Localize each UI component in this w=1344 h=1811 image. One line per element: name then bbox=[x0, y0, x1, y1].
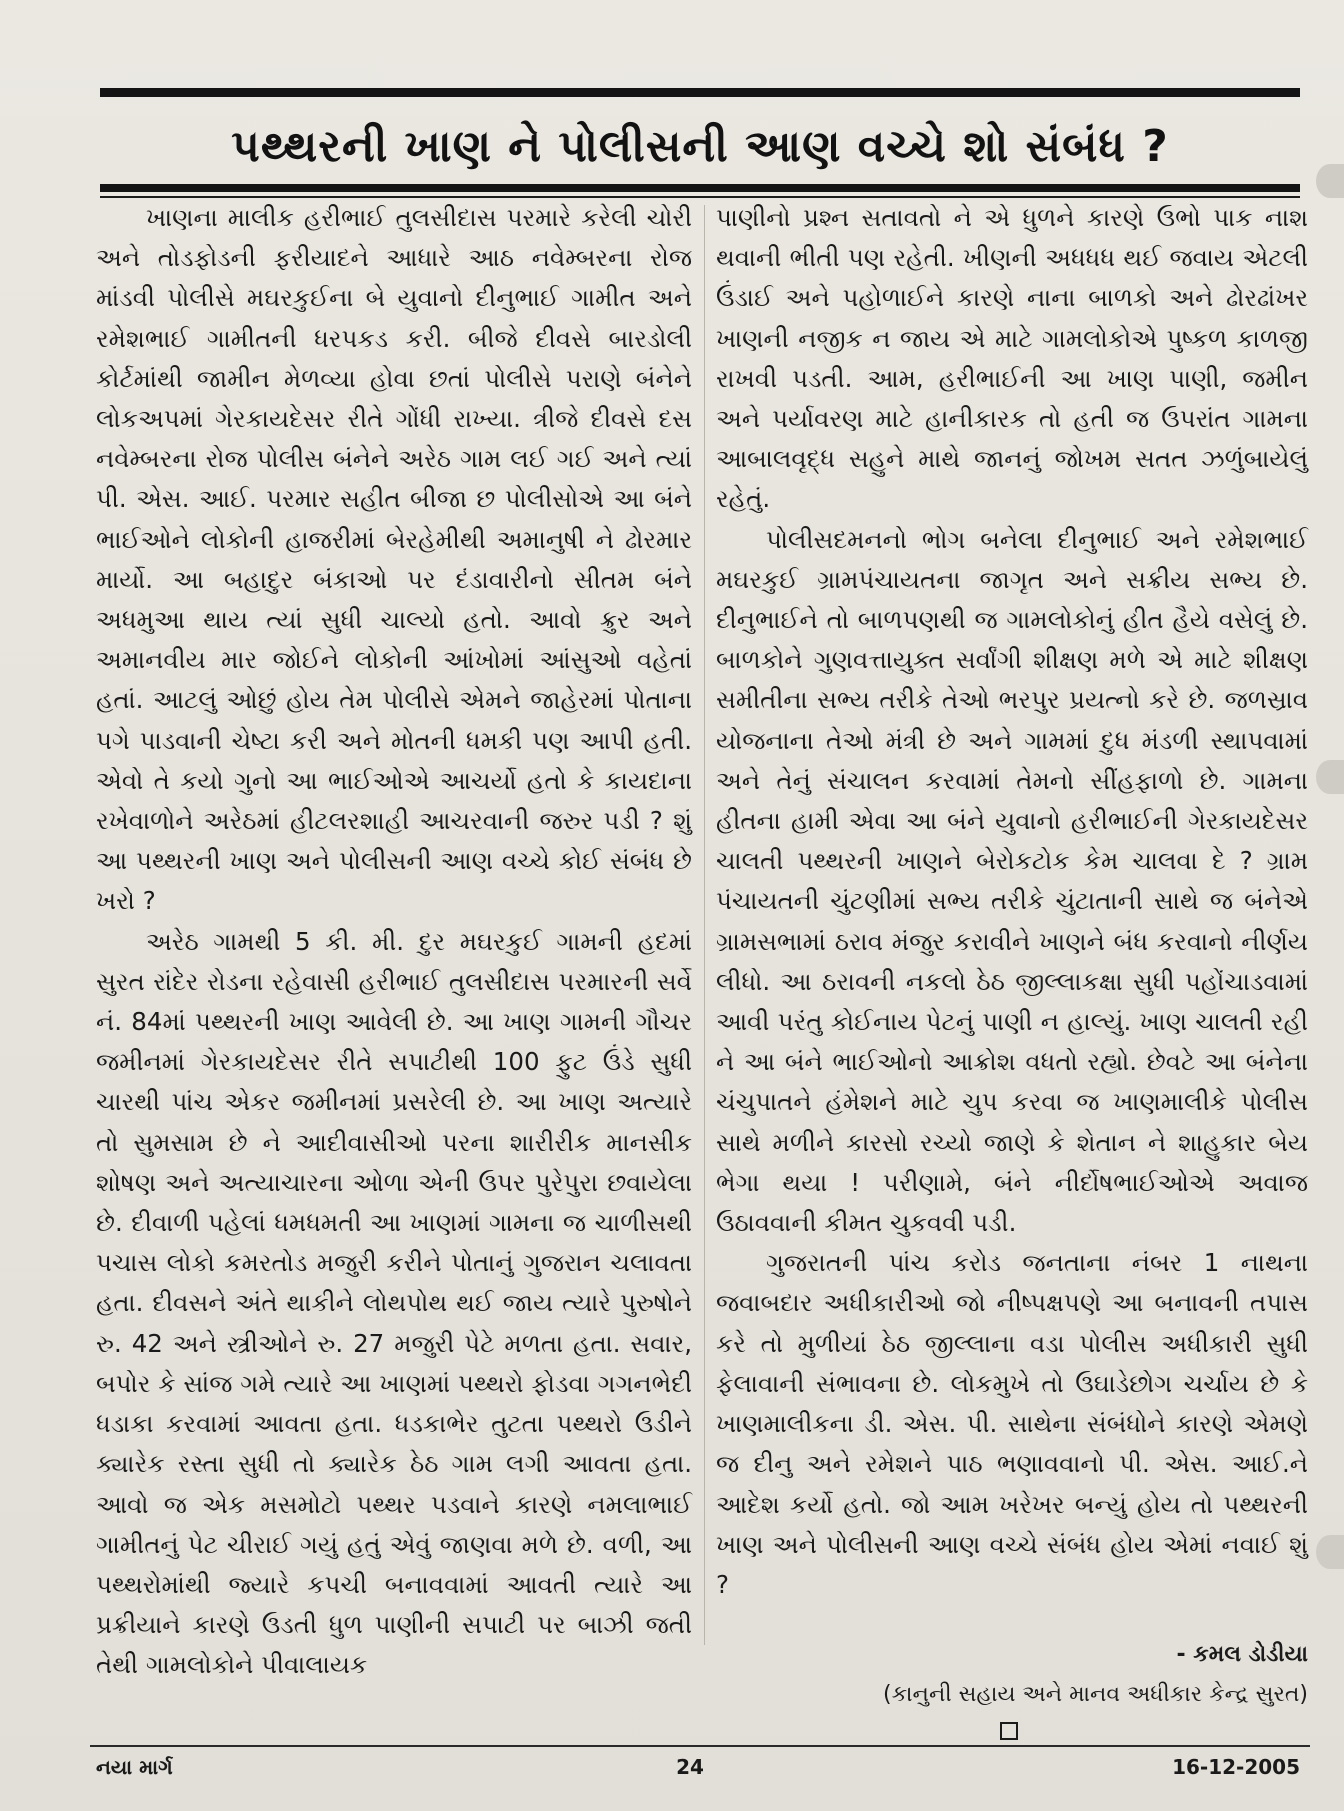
headline: પથ્થરની ખાણ ને પોલીસની આણ વચ્ચે શો સંબંધ ? bbox=[231, 121, 1169, 172]
right-paragraph-1: પાણીનો પ્રશ્ન સતાવતો ને એ ધુળને કારણે ઉભો પાક નાશ થવાની ભીતી પણ રહેતી. ખીણની અધધધ થઈ જવાય એટલી ઉંડાઈ અને પહોળાઈને કારણે નાના બાળકો અને ઢોરઢાંખર ખાણની નજીક ન જાય એ માટે ગામલોકોએ પુષ્કળ કાળજી રાખવી પડતી. આમ, હરીભાઈની આ ખાણ પાણી, જમીન અને પર્યાવરણ માટે હાનીકારક તો હતી જ ઉપરાંત ગામના આબાલવૃદ્ધ સહુને માથે જાનનું જોખમ સતત ઝળુંબાયેલું રહેતું. bbox=[716, 203, 1308, 514]
left-paragraph-1: ખાણના માલીક હરીભાઈ તુલસીદાસ પરમારે કરેલી ચોરી અને તોડફોડની ફરીયાદને આધારે આઠ નવેમ્બરના રોજ માંડવી પોલીસે મઘરકુઈના બે યુવાનો દીનુભાઈ ગામીત અને રમેશભાઈ ગામીતની ધરપકડ કરી. બીજે દીવસે બારડોલી કોર્ટમાંથી જામીન મેળવ્યા હોવા છતાં પોલીસે પરાણે બંનેને લોકઅપમાં ગેરકાયદેસર રીતે ગોંધી રાખ્યા. ત્રીજે દીવસે દસ નવેમ્બરના રોજ પોલીસ બંનેને અરેઠ ગામ લઈ ગઈ અને ત્યાં પી. એસ. આઈ. પરમાર સહીત બીજા છ પોલીસોએ આ બંને ભાઈઓને લોકોની હાજરીમાં બેરહેમીથી અમાનુષી ને ઢોરમાર માર્યો. આ બહાદુર બંકાઓ પર દંડાવારીનો સીતમ બંને અધમુઆ થાય ત્યાં સુધી ચાલ્યો હતો. આવો ક્રુર અને અમાનવીય માર જોઈને લોકોની આંખોમાં આંસુઓ વહેતાં હતાં. આટલું ઓછું હોય તેમ પોલીસે એમને જાહેરમાં પોતાના પગે પાડવાની ચેષ્ટા કરી અને મોતની ધમકી પણ આપી હતી. એવો તે કયો ગુનો આ ભાઈઓએ આચર્યો હતો કે કાયદાના રખેવાળોને અરેઠમાં હીટલરશાહી આચરવાની જરુર પડી ? શું આ પથ્થરની ખાણ અને પોલીસની આણ વચ્ચે કોઈ સંબંધ છે ખરો ? bbox=[96, 203, 692, 916]
punch-hole-3 bbox=[1316, 1535, 1344, 1569]
author-affiliation: (કાનુની સહાય અને માનવ અધીકાર કેન્દ્ર સુરત) bbox=[883, 1682, 1308, 1707]
left-paragraph-2: અરેઠ ગામથી 5 કી. મી. દુર મઘરકુઈ ગામની હદમાં સુરત રાંદેર રોડના રહેવાસી હરીભાઈ તુલસીદાસ પરમારની સર્વે નં. 84માં પથ્થરની ખાણ આવેલી છે. આ ખાણ ગામની ગૌચર જમીનમાં ગેરકાયદેસર રીતે સપાટીથી 100 ફુટ ઉંડે સુધી ચારથી પાંચ એકર જમીનમાં પ્રસરેલી છે. આ ખાણ અત્યારે તો સુમસામ છે ને આદીવાસીઓ પરના શારીરીક માનસીક શોષણ અને અત્યાચારના ઓળા એની ઉપર પુરેપુરા છવાયેલા છે. દીવાળી પહેલાં ધમધમતી આ ખાણમાં ગામના જ ચાળીસથી પચાસ લોકો કમરતોડ મજુરી કરીને પોતાનું ગુજરાન ચલાવતા હતા. દીવસને અંતે થાકીને લોથપોથ થઈ જાય ત્યારે પુરુષોને રુ. 42 અને સ્ત્રીઓને રુ. 27 મજુરી પેટે મળતા હતા. સવાર, બપોર કે સાંજ ગમે ત્યારે આ ખાણમાં પથ્થરો ફોડવા ગગનભેદી ધડાકા કરવામાં આવતા હતા. ધડકાભેર તુટતા પથ્થરો ઉડીને ક્યારેક રસ્તા સુધી તો ક્યારેક ઠેઠ ગામ લગી આવતા હતા. આવો જ એક મસમોટો પથ્થર પડવાને કારણે નમલાભાઈ ગામીતનું પેટ ચીરાઈ ગયું હતું એવું જાણવા મળે છે. વળી, આ પથ્થરોમાંથી જ્યારે કપચી બનાવવામાં આવતી ત્યારે આ પ્રક્રીયાને કારણે ઉડતી ધુળ પાણીની સપાટી પર બાઝી જતી તેથી ગામલોકોને પીવાલાયક bbox=[96, 926, 692, 1680]
end-of-article-icon bbox=[1000, 1722, 1018, 1740]
page-number: 24 bbox=[676, 1755, 704, 1779]
footer-rule bbox=[90, 1745, 1310, 1747]
top-rule bbox=[100, 88, 1300, 97]
author-byline: - કમલ ડોડીયા bbox=[1176, 1642, 1308, 1667]
headline-rule bbox=[100, 184, 1300, 192]
punch-hole-1 bbox=[1316, 164, 1344, 198]
column-divider bbox=[704, 205, 705, 1645]
issue-date: 16-12-2005 bbox=[1172, 1755, 1300, 1779]
punch-hole-2 bbox=[1316, 760, 1344, 794]
right-paragraph-3: ગુજરાતની પાંચ કરોડ જનતાના નંબર 1 નાથના જવાબદાર અધીકારીઓ જો નીષ્પક્ષપણે આ બનાવની તપાસ કરે તો મુળીયાં ઠેઠ જીલ્લાના વડા પોલીસ અધીકારી સુધી ફેલાવાની સંભાવના છે. લોકમુખે તો ઉઘાડેછોગ ચર્ચાય છે કે ખાણમાલીકના ડી. એસ. પી. સાથેના સંબંધોને કારણે એમણે જ દીનુ અને રમેશને પાઠ ભણાવવાનો પી. એસ. આઈ.ને આદેશ કર્યો હતો. જો આમ ખરેખર બન્યું હોય તો પથ્થરની ખાણ અને પોલીસની આણ વચ્ચે સંબંધ હોય એમાં નવાઈ શું ? bbox=[716, 1248, 1308, 1599]
right-paragraph-2: પોલીસદમનનો ભોગ બનેલા દીનુભાઈ અને રમેશભાઈ મઘરકુઈ ગ્રામપંચાયતના જાગૃત અને સક્રીય સભ્ય છે. દીનુભાઈને તો બાળપણથી જ ગામલોકોનું હીત હૈયે વસેલું છે. બાળકોને ગુણવત્તાયુક્ત સર્વાંગી શીક્ષણ મળે એ માટે શીક્ષણ સમીતીના સભ્ય તરીકે તેઓ ભરપુર પ્રયત્નો કરે છે. જળસ્રાવ યોજનાના તેઓ મંત્રી છે અને ગામમાં દુધ મંડળી સ્થાપવામાં અને તેનું સંચાલન કરવામાં તેમનો સીંહફાળો છે. ગામના હીતના હામી એવા આ બંને યુવાનો હરીભાઈની ગેરકાયદેસર ચાલતી પથ્થરની ખાણને બેરોકટોક કેમ ચાલવા દે ? ગ્રામ પંચાયતની ચુંટણીમાં સભ્ય તરીકે ચુંટાતાની સાથે જ બંનેએ ગ્રામસભામાં ઠરાવ મંજુર કરાવીને ખાણને બંધ કરવાનો નીર્ણય લીધો. આ ઠરાવની નકલો ઠેઠ જીલ્લાકક્ષા સુધી પહોંચાડવામાં આવી પરંતુ કોઈનાય પેટનું પાણી ન હાલ્યું. ખાણ ચાલતી રહી ને આ બંને ભાઈઓનો આક્રોશ વધતો રહ્યો. છેવટે આ બંનેના ચંચુપાતને હંમેશને માટે ચુપ કરવા જ ખાણમાલીકે પોલીસ સાથે મળીને કારસો રચ્યો જાણે કે શેતાન ને શાહુકાર બેય ભેગા થયા ! પરીણામે, બંને નીર્દોષભાઈઓએ અવાજ ઉઠાવવાની કીમત ચુકવવી પડી. bbox=[716, 524, 1308, 1238]
right-column bbox=[716, 198, 1308, 1646]
publication-name: નયા માર્ગ bbox=[96, 1755, 173, 1779]
left-column bbox=[96, 198, 692, 1680]
